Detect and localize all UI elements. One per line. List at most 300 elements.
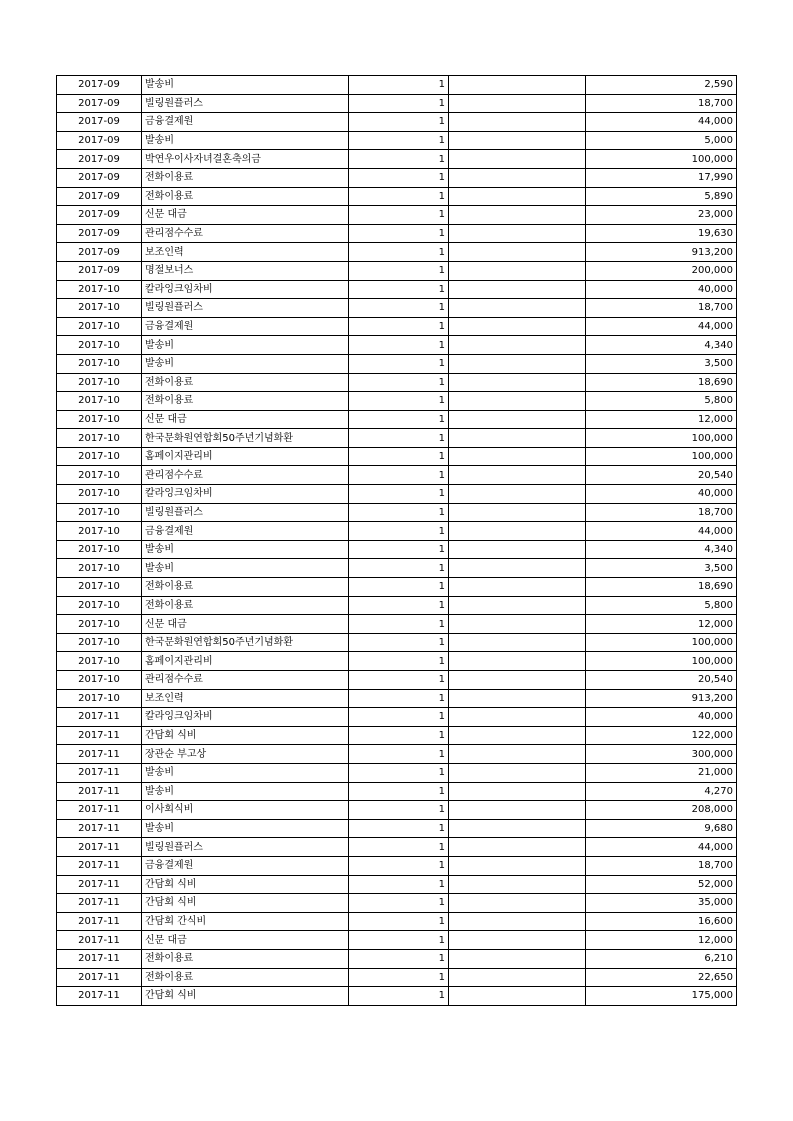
table-row (57, 280, 737, 299)
note-cell (449, 503, 586, 522)
quantity-cell: 1 (349, 522, 449, 541)
amount-cell: 175,000 (586, 987, 737, 1006)
note-cell (449, 801, 586, 820)
item-cell: 발송비 (142, 354, 349, 373)
date-cell: 2017-10 (57, 689, 142, 708)
date-cell: 2017-10 (57, 429, 142, 448)
amount-cell: 100,000 (586, 150, 737, 169)
date-cell: 2017-10 (57, 485, 142, 504)
item-cell: 칼라잉크임차비 (142, 708, 349, 727)
item-cell: 전화이용료 (142, 949, 349, 968)
date-cell: 2017-11 (57, 875, 142, 894)
table-row (57, 633, 737, 652)
date-cell: 2017-10 (57, 354, 142, 373)
date-cell: 2017-11 (57, 763, 142, 782)
quantity-cell: 1 (349, 447, 449, 466)
quantity-cell: 1 (349, 429, 449, 448)
date-cell: 2017-11 (57, 838, 142, 857)
quantity-cell: 1 (349, 596, 449, 615)
quantity-cell: 1 (349, 131, 449, 150)
table-row (57, 243, 737, 262)
table-row (57, 373, 737, 392)
date-cell: 2017-10 (57, 466, 142, 485)
amount-cell: 208,000 (586, 801, 737, 820)
item-cell: 관리점수수료 (142, 466, 349, 485)
note-cell (449, 429, 586, 448)
date-cell: 2017-10 (57, 652, 142, 671)
item-cell: 간담회 식비 (142, 875, 349, 894)
date-cell: 2017-09 (57, 113, 142, 132)
item-cell: 발송비 (142, 819, 349, 838)
table-row (57, 522, 737, 541)
note-cell (449, 875, 586, 894)
item-cell: 명절보너스 (142, 261, 349, 280)
amount-cell: 44,000 (586, 113, 737, 132)
amount-cell: 40,000 (586, 280, 737, 299)
amount-cell: 18,690 (586, 373, 737, 392)
table-row (57, 392, 737, 411)
note-cell (449, 559, 586, 578)
table-row (57, 689, 737, 708)
date-cell: 2017-10 (57, 280, 142, 299)
quantity-cell: 1 (349, 559, 449, 578)
quantity-cell: 1 (349, 187, 449, 206)
table-row (57, 596, 737, 615)
quantity-cell: 1 (349, 968, 449, 987)
table-row (57, 466, 737, 485)
date-cell: 2017-10 (57, 633, 142, 652)
note-cell (449, 745, 586, 764)
amount-cell: 300,000 (586, 745, 737, 764)
item-cell: 전화이용료 (142, 168, 349, 187)
date-cell: 2017-09 (57, 94, 142, 113)
note-cell (449, 931, 586, 950)
table-row (57, 801, 737, 820)
table-row (57, 150, 737, 169)
table-row (57, 187, 737, 206)
table-row (57, 540, 737, 559)
table-row (57, 429, 737, 448)
date-cell: 2017-10 (57, 540, 142, 559)
item-cell: 간담회 식비 (142, 726, 349, 745)
item-cell: 발송비 (142, 559, 349, 578)
date-cell: 2017-11 (57, 949, 142, 968)
item-cell: 관리점수수료 (142, 224, 349, 243)
note-cell (449, 615, 586, 634)
date-cell: 2017-09 (57, 168, 142, 187)
quantity-cell: 1 (349, 838, 449, 857)
amount-cell: 5,800 (586, 596, 737, 615)
amount-cell: 19,630 (586, 224, 737, 243)
table-row (57, 819, 737, 838)
table-row (57, 968, 737, 987)
quantity-cell: 1 (349, 708, 449, 727)
item-cell: 전화이용료 (142, 596, 349, 615)
amount-cell: 4,340 (586, 540, 737, 559)
table-row (57, 410, 737, 429)
note-cell (449, 671, 586, 690)
amount-cell: 17,990 (586, 168, 737, 187)
table-row (57, 894, 737, 913)
table-row (57, 987, 737, 1006)
table-row (57, 317, 737, 336)
note-cell (449, 578, 586, 597)
quantity-cell: 1 (349, 206, 449, 225)
item-cell: 한국문화원연합회50주년기념화환 (142, 633, 349, 652)
table-row (57, 782, 737, 801)
date-cell: 2017-10 (57, 410, 142, 429)
quantity-cell: 1 (349, 299, 449, 318)
item-cell: 신문 대금 (142, 410, 349, 429)
item-cell: 칼라잉크임차비 (142, 280, 349, 299)
note-cell (449, 763, 586, 782)
table-row (57, 671, 737, 690)
note-cell (449, 447, 586, 466)
amount-cell: 3,500 (586, 559, 737, 578)
item-cell: 발송비 (142, 540, 349, 559)
table-row (57, 224, 737, 243)
note-cell (449, 856, 586, 875)
amount-cell: 40,000 (586, 708, 737, 727)
quantity-cell: 1 (349, 949, 449, 968)
date-cell: 2017-09 (57, 224, 142, 243)
amount-cell: 200,000 (586, 261, 737, 280)
item-cell: 보조인력 (142, 689, 349, 708)
item-cell: 홈페이지관리비 (142, 447, 349, 466)
quantity-cell: 1 (349, 503, 449, 522)
note-cell (449, 708, 586, 727)
table-row (57, 485, 737, 504)
date-cell: 2017-09 (57, 206, 142, 225)
date-cell: 2017-11 (57, 894, 142, 913)
item-cell: 이사회식비 (142, 801, 349, 820)
note-cell (449, 168, 586, 187)
note-cell (449, 689, 586, 708)
date-cell: 2017-09 (57, 150, 142, 169)
table-row (57, 113, 737, 132)
quantity-cell: 1 (349, 410, 449, 429)
quantity-cell: 1 (349, 782, 449, 801)
note-cell (449, 280, 586, 299)
note-cell (449, 206, 586, 225)
table-row (57, 615, 737, 634)
amount-cell: 40,000 (586, 485, 737, 504)
note-cell (449, 633, 586, 652)
note-cell (449, 949, 586, 968)
amount-cell: 5,890 (586, 187, 737, 206)
note-cell (449, 76, 586, 95)
date-cell: 2017-09 (57, 76, 142, 95)
quantity-cell: 1 (349, 373, 449, 392)
quantity-cell: 1 (349, 261, 449, 280)
amount-cell: 20,540 (586, 671, 737, 690)
note-cell (449, 596, 586, 615)
note-cell (449, 150, 586, 169)
table-row (57, 94, 737, 113)
note-cell (449, 261, 586, 280)
date-cell: 2017-10 (57, 503, 142, 522)
table-row (57, 708, 737, 727)
quantity-cell: 1 (349, 801, 449, 820)
quantity-cell: 1 (349, 912, 449, 931)
table-row (57, 559, 737, 578)
amount-cell: 12,000 (586, 410, 737, 429)
note-cell (449, 373, 586, 392)
quantity-cell: 1 (349, 280, 449, 299)
note-cell (449, 819, 586, 838)
amount-cell: 20,540 (586, 466, 737, 485)
table-row (57, 931, 737, 950)
table-row (57, 875, 737, 894)
note-cell (449, 485, 586, 504)
date-cell: 2017-11 (57, 987, 142, 1006)
quantity-cell: 1 (349, 819, 449, 838)
date-cell: 2017-10 (57, 317, 142, 336)
table-row (57, 336, 737, 355)
table-row (57, 131, 737, 150)
date-cell: 2017-10 (57, 671, 142, 690)
item-cell: 보조인력 (142, 243, 349, 262)
amount-cell: 18,700 (586, 94, 737, 113)
quantity-cell: 1 (349, 150, 449, 169)
note-cell (449, 299, 586, 318)
item-cell: 빌링원플러스 (142, 94, 349, 113)
note-cell (449, 243, 586, 262)
note-cell (449, 94, 586, 113)
note-cell (449, 522, 586, 541)
table-row (57, 503, 737, 522)
table-row (57, 447, 737, 466)
item-cell: 빌링원플러스 (142, 503, 349, 522)
quantity-cell: 1 (349, 726, 449, 745)
date-cell: 2017-11 (57, 745, 142, 764)
table-row (57, 838, 737, 857)
quantity-cell: 1 (349, 615, 449, 634)
amount-cell: 23,000 (586, 206, 737, 225)
note-cell (449, 392, 586, 411)
item-cell: 관리점수수료 (142, 671, 349, 690)
date-cell: 2017-10 (57, 447, 142, 466)
quantity-cell: 1 (349, 113, 449, 132)
amount-cell: 44,000 (586, 838, 737, 857)
quantity-cell: 1 (349, 745, 449, 764)
item-cell: 간담회 식비 (142, 894, 349, 913)
note-cell (449, 410, 586, 429)
amount-cell: 122,000 (586, 726, 737, 745)
note-cell (449, 336, 586, 355)
quantity-cell: 1 (349, 540, 449, 559)
item-cell: 전화이용료 (142, 373, 349, 392)
amount-cell: 913,200 (586, 243, 737, 262)
amount-cell: 18,700 (586, 299, 737, 318)
amount-cell: 4,270 (586, 782, 737, 801)
quantity-cell: 1 (349, 94, 449, 113)
note-cell (449, 540, 586, 559)
table-row (57, 578, 737, 597)
table-row (57, 652, 737, 671)
item-cell: 전화이용료 (142, 392, 349, 411)
quantity-cell: 1 (349, 987, 449, 1006)
date-cell: 2017-09 (57, 187, 142, 206)
item-cell: 금융결제원 (142, 113, 349, 132)
note-cell (449, 894, 586, 913)
item-cell: 신문 대금 (142, 931, 349, 950)
note-cell (449, 187, 586, 206)
item-cell: 발송비 (142, 763, 349, 782)
quantity-cell: 1 (349, 689, 449, 708)
date-cell: 2017-11 (57, 726, 142, 745)
item-cell: 신문 대금 (142, 615, 349, 634)
date-cell: 2017-09 (57, 261, 142, 280)
quantity-cell: 1 (349, 633, 449, 652)
item-cell: 발송비 (142, 336, 349, 355)
table-row (57, 726, 737, 745)
date-cell: 2017-11 (57, 782, 142, 801)
amount-cell: 6,210 (586, 949, 737, 968)
quantity-cell: 1 (349, 875, 449, 894)
table-row (57, 912, 737, 931)
amount-cell: 4,340 (586, 336, 737, 355)
amount-cell: 52,000 (586, 875, 737, 894)
quantity-cell: 1 (349, 466, 449, 485)
date-cell: 2017-10 (57, 392, 142, 411)
note-cell (449, 782, 586, 801)
quantity-cell: 1 (349, 76, 449, 95)
quantity-cell: 1 (349, 485, 449, 504)
note-cell (449, 912, 586, 931)
amount-cell: 12,000 (586, 615, 737, 634)
quantity-cell: 1 (349, 224, 449, 243)
amount-cell: 9,680 (586, 819, 737, 838)
quantity-cell: 1 (349, 763, 449, 782)
item-cell: 전화이용료 (142, 187, 349, 206)
item-cell: 빌링원플러스 (142, 299, 349, 318)
item-cell: 전화이용료 (142, 578, 349, 597)
amount-cell: 22,650 (586, 968, 737, 987)
table-row (57, 168, 737, 187)
table-row (57, 745, 737, 764)
amount-cell: 100,000 (586, 447, 737, 466)
item-cell: 전화이용료 (142, 968, 349, 987)
date-cell: 2017-09 (57, 131, 142, 150)
quantity-cell: 1 (349, 317, 449, 336)
ledger-body (57, 76, 737, 1006)
note-cell (449, 987, 586, 1006)
date-cell: 2017-09 (57, 243, 142, 262)
amount-cell: 913,200 (586, 689, 737, 708)
amount-cell: 3,500 (586, 354, 737, 373)
quantity-cell: 1 (349, 168, 449, 187)
date-cell: 2017-10 (57, 578, 142, 597)
item-cell: 장관순 부고상 (142, 745, 349, 764)
quantity-cell: 1 (349, 392, 449, 411)
item-cell: 금융결제원 (142, 856, 349, 875)
table-row (57, 949, 737, 968)
date-cell: 2017-10 (57, 615, 142, 634)
quantity-cell: 1 (349, 894, 449, 913)
date-cell: 2017-11 (57, 819, 142, 838)
date-cell: 2017-10 (57, 522, 142, 541)
amount-cell: 16,600 (586, 912, 737, 931)
note-cell (449, 466, 586, 485)
note-cell (449, 838, 586, 857)
quantity-cell: 1 (349, 336, 449, 355)
quantity-cell: 1 (349, 671, 449, 690)
table-row (57, 299, 737, 318)
note-cell (449, 113, 586, 132)
amount-cell: 12,000 (586, 931, 737, 950)
quantity-cell: 1 (349, 652, 449, 671)
item-cell: 발송비 (142, 782, 349, 801)
amount-cell: 44,000 (586, 317, 737, 336)
amount-cell: 100,000 (586, 429, 737, 448)
date-cell: 2017-11 (57, 912, 142, 931)
amount-cell: 35,000 (586, 894, 737, 913)
table-row (57, 206, 737, 225)
item-cell: 빌링원플러스 (142, 838, 349, 857)
note-cell (449, 317, 586, 336)
note-cell (449, 652, 586, 671)
amount-cell: 5,800 (586, 392, 737, 411)
table-row (57, 261, 737, 280)
quantity-cell: 1 (349, 354, 449, 373)
item-cell: 간담회 간식비 (142, 912, 349, 931)
amount-cell: 18,700 (586, 503, 737, 522)
table-row (57, 354, 737, 373)
amount-cell: 21,000 (586, 763, 737, 782)
date-cell: 2017-11 (57, 801, 142, 820)
note-cell (449, 354, 586, 373)
expense-ledger-table (56, 75, 737, 1006)
item-cell: 칼라잉크임차비 (142, 485, 349, 504)
item-cell: 금융결제원 (142, 522, 349, 541)
table-row (57, 76, 737, 95)
date-cell: 2017-10 (57, 596, 142, 615)
table-row (57, 763, 737, 782)
item-cell: 홈페이지관리비 (142, 652, 349, 671)
item-cell: 발송비 (142, 131, 349, 150)
note-cell (449, 131, 586, 150)
amount-cell: 100,000 (586, 652, 737, 671)
date-cell: 2017-11 (57, 968, 142, 987)
quantity-cell: 1 (349, 856, 449, 875)
quantity-cell: 1 (349, 243, 449, 262)
item-cell: 한국문화원연합회50주년기념화환 (142, 429, 349, 448)
amount-cell: 44,000 (586, 522, 737, 541)
item-cell: 간담회 식비 (142, 987, 349, 1006)
note-cell (449, 968, 586, 987)
amount-cell: 2,590 (586, 76, 737, 95)
note-cell (449, 224, 586, 243)
quantity-cell: 1 (349, 931, 449, 950)
date-cell: 2017-10 (57, 559, 142, 578)
date-cell: 2017-10 (57, 336, 142, 355)
note-cell (449, 726, 586, 745)
table-row (57, 856, 737, 875)
date-cell: 2017-11 (57, 931, 142, 950)
amount-cell: 18,690 (586, 578, 737, 597)
item-cell: 금융결제원 (142, 317, 349, 336)
item-cell: 박연우이사자녀결혼축의금 (142, 150, 349, 169)
date-cell: 2017-10 (57, 299, 142, 318)
amount-cell: 5,000 (586, 131, 737, 150)
item-cell: 발송비 (142, 76, 349, 95)
quantity-cell: 1 (349, 578, 449, 597)
amount-cell: 18,700 (586, 856, 737, 875)
item-cell: 신문 대금 (142, 206, 349, 225)
date-cell: 2017-11 (57, 708, 142, 727)
date-cell: 2017-10 (57, 373, 142, 392)
